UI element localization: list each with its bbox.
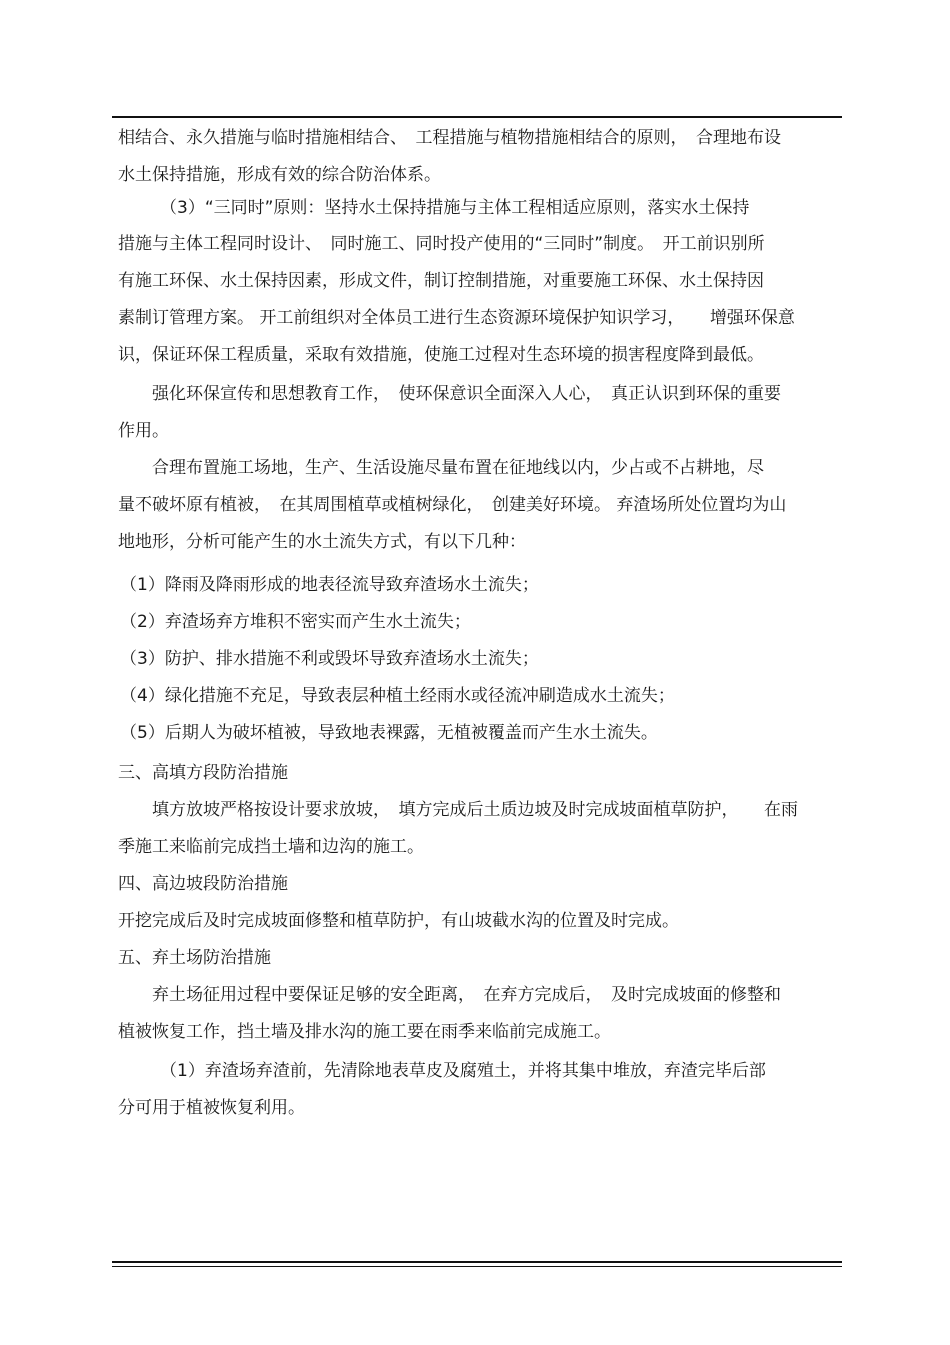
paragraph-line: 填方放坡严格按设计要求放坡， 填方完成后土质边坡及时完成坡面植草防护， 在雨 (152, 800, 798, 820)
paragraph-line: 季施工来临前完成挡土墙和边沟的施工。 (118, 837, 424, 857)
section-heading: 三、高填方段防治措施 (118, 763, 288, 783)
paragraph-line: 量不破坏原有植被， 在其周围植草或植树绿化， 创建美好环境。 弃渣场所处位置均为山 (118, 495, 787, 515)
section-heading: 四、高边坡段防治措施 (118, 874, 288, 894)
list-item: （3）防护、排水措施不利或毁坏导致弃渣场水土流失； (120, 649, 539, 669)
paragraph-line: 水土保持措施，形成有效的综合防治体系。 (118, 165, 441, 185)
paragraph-line: 有施工环保、水土保持因素，形成文件，制订控制措施，对重要施工环保、水土保持因 (118, 271, 764, 291)
paragraph-line: 分可用于植被恢复利用。 (118, 1098, 305, 1118)
paragraph-line: 开挖完成后及时完成坡面修整和植草防护，有山坡截水沟的位置及时完成。 (118, 911, 679, 931)
paragraph-line: 素制订管理方案。 开工前组织对全体员工进行生态资源环境保护知识学习， 增强环保意 (118, 308, 795, 328)
paragraph-line: 相结合、永久措施与临时措施相结合、 工程措施与植物措施相结合的原则， 合理地布设 (118, 128, 781, 148)
paragraph-line: 弃土场征用过程中要保证足够的安全距离， 在弃方完成后， 及时完成坡面的修整和 (152, 985, 781, 1005)
paragraph-line: 措施与主体工程同时设计、 同时施工、同时投产使用的“三同时”制度。 开工前识别所 (118, 234, 765, 254)
paragraph-line: 地地形，分析可能产生的水土流失方式，有以下几种： (118, 532, 526, 552)
paragraph-line: 合理布置施工场地，生产、生活设施尽量布置在征地线以内，少占或不占耕地，尽 (152, 458, 764, 478)
list-item: （1）降雨及降雨形成的地表径流导致弃渣场水土流失； (120, 575, 539, 595)
paragraph-line: 识，保证环保工程质量，采取有效措施，使施工过程对生态环境的损害程度降到最低。 (118, 345, 764, 365)
paragraph-line: （1）弃渣场弃渣前，先清除地表草皮及腐殖土，并将其集中堆放，弃渣完毕后部 (160, 1061, 766, 1081)
footer-rule-thin (112, 1266, 842, 1267)
list-item: （5）后期人为破坏植被，导致地表裸露，无植被覆盖而产生水土流失。 (120, 723, 658, 743)
section-heading: 五、弃土场防治措施 (118, 948, 271, 968)
footer-rule (112, 1261, 842, 1263)
list-item: （2）弃渣场弃方堆积不密实而产生水土流失； (120, 612, 471, 632)
paragraph-line: 作用。 (118, 421, 169, 441)
paragraph-line: 强化环保宣传和思想教育工作， 使环保意识全面深入人心， 真正认识到环保的重要 (152, 384, 781, 404)
header-rule (112, 116, 842, 118)
paragraph-line: （3）“三同时”原则：坚持水土保持措施与主体工程相适应原则，落实水土保持 (160, 198, 750, 218)
list-item: （4）绿化措施不充足，导致表层种植土经雨水或径流冲刷造成水土流失； (120, 686, 675, 706)
paragraph-line: 植被恢复工作，挡土墙及排水沟的施工要在雨季来临前完成施工。 (118, 1022, 611, 1042)
